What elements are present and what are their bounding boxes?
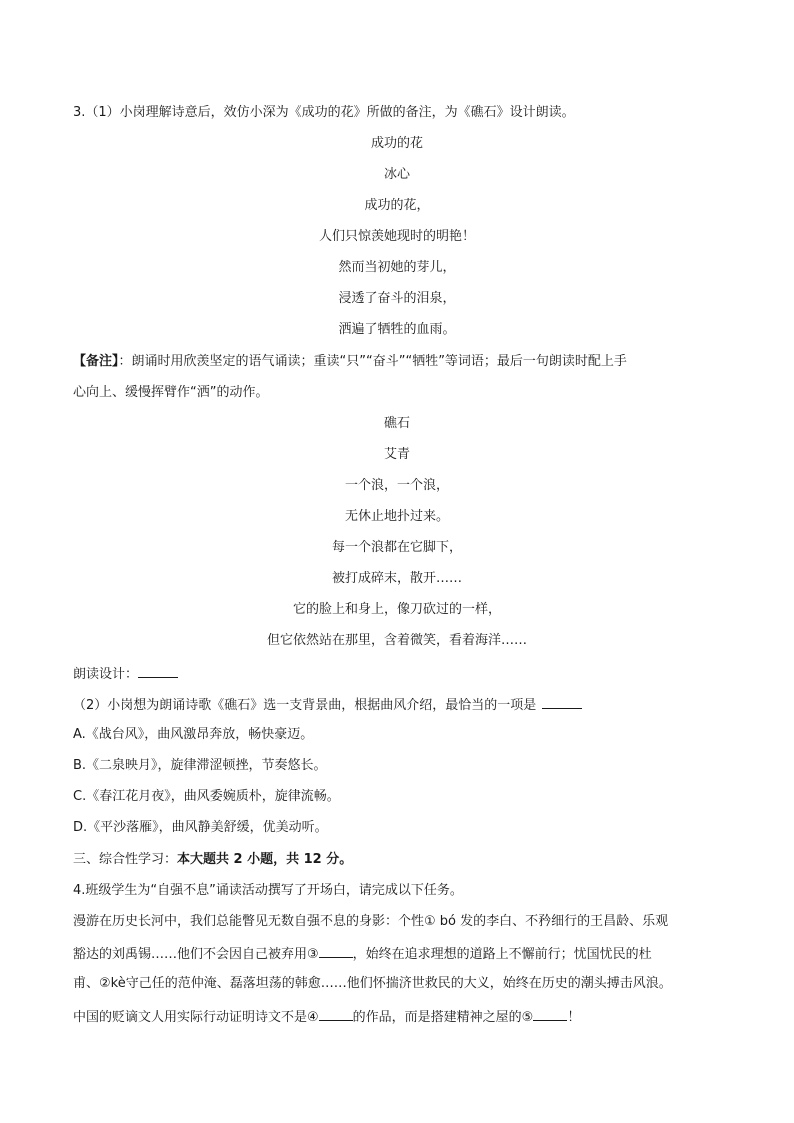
q3-part2-answer-blank[interactable]: [542, 694, 582, 709]
q4-para-line-4-a: 中国的贬谪文人用实际行动证明诗文不是④: [73, 1010, 319, 1025]
poem2-line: 一个浪，一个浪，: [344, 478, 449, 493]
poem1-line: 然而当初她的芽儿，: [338, 260, 456, 275]
option-a: A.《战台风》，曲风激昂奔放，畅快豪迈。: [73, 727, 314, 742]
q4-para-line-2-a: 豁达的刘禹锡……他们不会因自己被弃用③: [73, 947, 319, 962]
poem1-title: 成功的花: [370, 136, 423, 151]
note-label: 【备注】: [73, 354, 119, 369]
blank-3[interactable]: [319, 943, 353, 958]
option-c: C.《春江花月夜》，曲风委婉质朴，旋律流畅。: [73, 789, 340, 804]
q4-para-line-3: 甫、②kè守己任的范仲淹、磊落坦荡的韩愈……他们怀揣济世救民的大义，始终在历史的潮头搏击风浪。: [73, 976, 672, 991]
poem1-line: 洒遍了牺牲的血雨。: [338, 322, 456, 337]
q3-part2-prompt: （2）小岗想为朗诵诗歌《礁石》选一支背景曲，根据曲风介绍，最恰当的一项是: [73, 698, 537, 713]
poem2-author: 艾青: [383, 447, 410, 462]
option-d: D.《平沙落雁》，曲风静美舒缓，优美动听。: [73, 820, 328, 835]
poem1-author: 冰心: [383, 167, 410, 182]
q4-para-line-2-b: ，始终在追求理想的道路上不懈前行；忧国忧民的杜: [352, 947, 652, 962]
q4-para-line-1: 漫游在历史长河中，我们总能瞥见无数自强不息的身影：个性① bó 发的李白、不矜细行的王昌龄、乐观: [73, 914, 669, 929]
poem2-title: 礁石: [383, 416, 410, 431]
design-label: 朗读设计：: [73, 667, 139, 682]
q4-para-line-4-c: ！: [567, 1010, 581, 1025]
blank-4[interactable]: [319, 1006, 353, 1021]
poem1-line: 成功的花，: [364, 198, 430, 213]
q4-para-line-4: [73, 1006, 580, 1028]
poem2-line: 每一个浪都在它脚下，: [331, 540, 462, 555]
note-line-1: [73, 352, 627, 372]
design-answer-row: [73, 663, 178, 685]
poem2-line: 但它依然站在那里，含着微笑，看着海洋……: [266, 633, 527, 648]
poem1-line: 人们只惊羡她现时的明艳！: [318, 229, 475, 244]
design-answer-blank[interactable]: [138, 663, 178, 678]
note-line-2: 心向上、缓慢挥臂作“洒”的动作。: [73, 385, 269, 400]
section3-heading: [73, 850, 352, 870]
q3-part1-prompt: 3.（1）小岗理解诗意后，效仿小深为《成功的花》所做的备注，为《礁石》设计朗读。: [73, 105, 575, 120]
note-text: ：朗诵时用欣羡坚定的语气诵读；重读“只”“奋斗”“牺牲”等词语；最后一句朗读时配上手: [118, 354, 627, 369]
section3-detail: 本大题共 2 小题，共 12 分。: [177, 852, 353, 867]
option-b: B.《二泉映月》，旋律滞涩顿挫，节奏悠长。: [73, 758, 327, 773]
poem1-line: 浸透了奋斗的泪泉，: [338, 291, 456, 306]
poem2-line: 被打成碎末，散开……: [331, 571, 462, 586]
q4-prompt: 4.班级学生为“自强不息”诵读活动撰写了开场白，请完成以下任务。: [73, 883, 463, 898]
q4-para-line-4-b: 的作品，而是搭建精神之屋的⑤: [352, 1010, 534, 1025]
q4-para-line-2: [73, 943, 652, 965]
section3-prefix: 三、综合性学习：: [73, 852, 178, 867]
q3-part2-row: [73, 694, 582, 716]
poem2-line: 无休止地扑过来。: [344, 509, 449, 524]
poem2-line: 它的脸上和身上，像刀砍过的一样，: [292, 602, 501, 617]
blank-5[interactable]: [533, 1006, 567, 1021]
